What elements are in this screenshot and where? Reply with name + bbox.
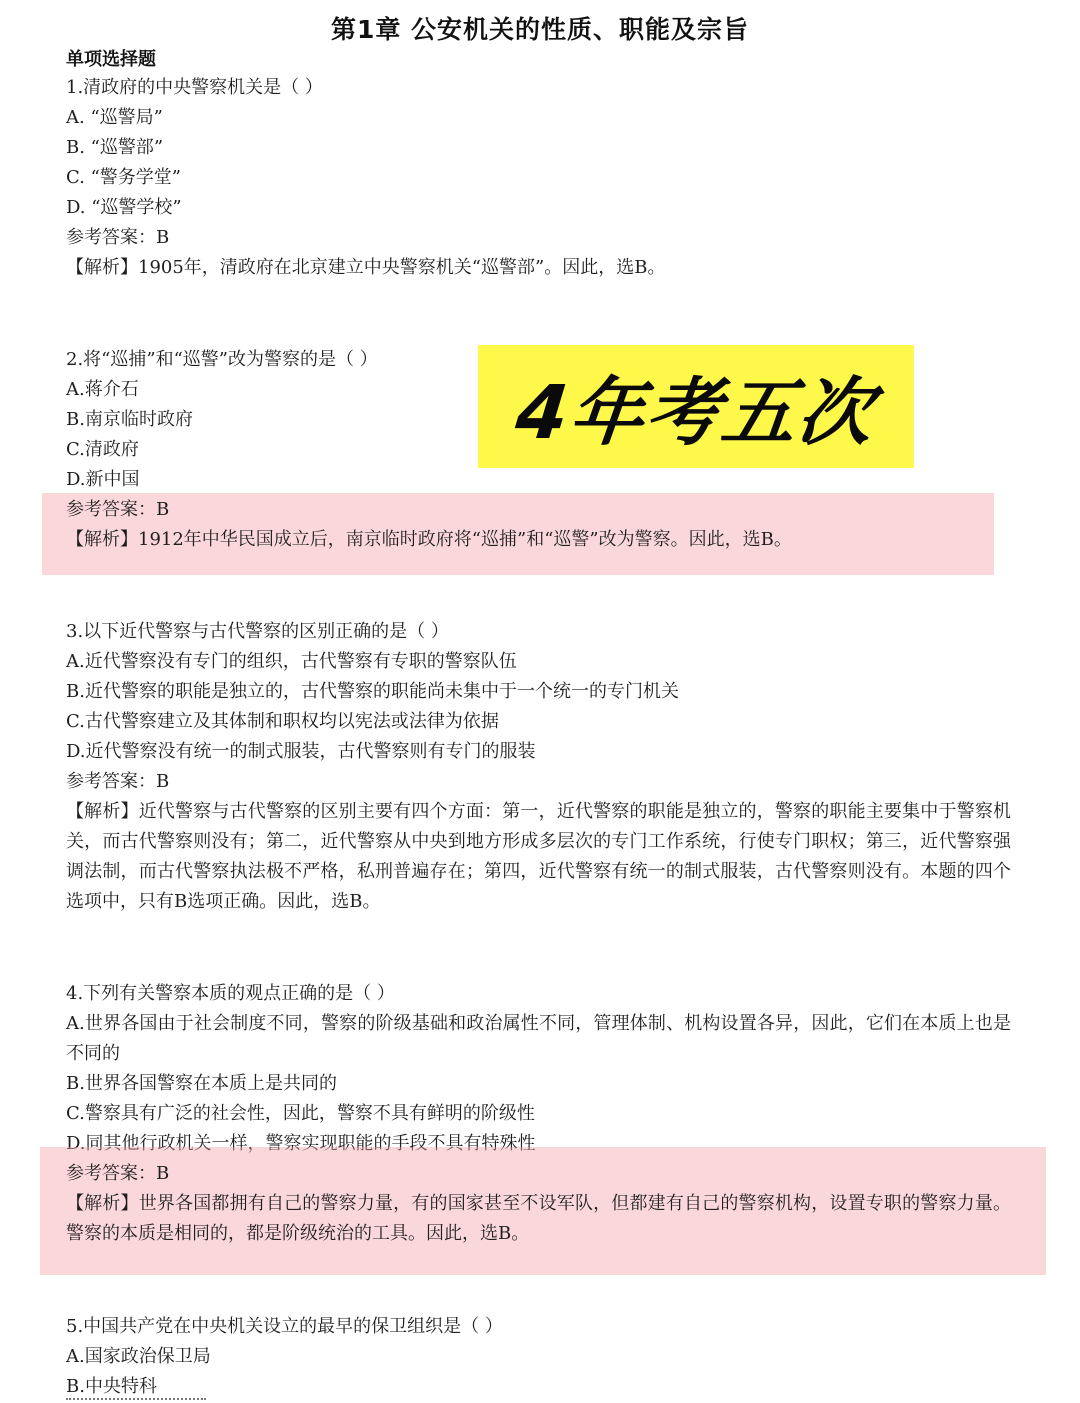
question-2-analysis: 【解析】1912年中华民国成立后，南京临时政府将“巡捕”和“巡警”改为警察。因此，选B。 xyxy=(66,529,792,550)
question-2-option-d: D.新中国 xyxy=(66,469,140,490)
question-2-stem: 2.将“巡捕”和“巡警”改为警察的是（ ） xyxy=(66,349,378,370)
question-3-option-d: D.近代警察没有统一的制式服装，古代警察则有专门的服装 xyxy=(66,741,536,762)
cropped-text-fragment xyxy=(66,1393,486,1403)
section-heading: 单项选择题 xyxy=(66,49,156,70)
question-5-option-a: A.国家政治保卫局 xyxy=(66,1346,211,1367)
question-5-option-b: B.中央特科 xyxy=(66,1376,157,1397)
question-1-answer: 参考答案：B xyxy=(66,227,170,248)
question-4-option-b: B.世界各国警察在本质上是共同的 xyxy=(66,1073,337,1094)
question-3-stem: 3.以下近代警察与古代警察的区别正确的是（ ） xyxy=(66,621,449,642)
question-2-option-a: A.蒋介石 xyxy=(66,379,139,400)
question-3-answer: 参考答案：B xyxy=(66,771,170,792)
question-3-analysis: 【解析】近代警察与古代警察的区别主要有四个方面：第一，近代警察的职能是独立的，警察的职能主要集中于警察机关，而古代警察则没有；第二，近代警察从中央到地方形成多层次的专门工作系统，行使专门职权；第三，近代警察强调法制，而古代警察执法极不严格，私刑普遍存在；第四，近代警察有统一的制式服装，古代警察则没有。本题的四个选项中，只有B选项正确。因此，选B。 xyxy=(66,801,1011,912)
question-4-answer: 参考答案：B xyxy=(66,1163,170,1184)
question-4-option-d: D.同其他行政机关一样，警察实现职能的手段不具有特殊性 xyxy=(66,1133,536,1154)
question-1-stem: 1.清政府的中央警察机关是（ ） xyxy=(66,77,323,98)
page-title: 第1章 公安机关的性质、职能及宗旨 xyxy=(330,15,750,44)
question-1-analysis: 【解析】1905年，清政府在北京建立中央警察机关“巡警部”。因此，选B。 xyxy=(66,257,666,278)
exam-frequency-text: 4年考五次 xyxy=(512,369,879,456)
question-1-option-b: B. “巡警部” xyxy=(66,137,164,158)
question-2-answer: 参考答案：B xyxy=(66,499,170,520)
question-2-option-c: C.清政府 xyxy=(66,439,139,460)
question-5-stem: 5.中国共产党在中央机关设立的最早的保卫组织是（ ） xyxy=(66,1316,503,1337)
question-4-option-a: A.世界各国由于社会制度不同，警察的阶级基础和政治属性不同，管理体制、机构设置各异，因此，它们在本质上也是不同的 xyxy=(66,1013,1011,1064)
question-4-option-c: C.警察具有广泛的社会性，因此，警察不具有鲜明的阶级性 xyxy=(66,1103,535,1124)
exam-frequency-badge xyxy=(478,345,914,468)
question-1-option-a: A. “巡警局” xyxy=(66,107,163,128)
question-1-option-c: C. “警务学堂” xyxy=(66,167,181,188)
question-4-stem: 4.下列有关警察本质的观点正确的是（ ） xyxy=(66,983,395,1004)
question-2-option-b: B.南京临时政府 xyxy=(66,409,193,430)
question-3-option-b: B.近代警察的职能是独立的，古代警察的职能尚未集中于一个统一的专门机关 xyxy=(66,681,679,702)
question-3-option-c: C.古代警察建立及其体制和职权均以宪法或法律为依据 xyxy=(66,711,499,732)
question-3-option-a: A.近代警察没有专门的组织，古代警察有专职的警察队伍 xyxy=(66,651,517,672)
question-1-option-d: D. “巡警学校” xyxy=(66,197,182,218)
question-4-analysis: 【解析】世界各国都拥有自己的警察力量，有的国家甚至不设军队，但都建有自己的警察机构，设置专职的警察力量。警察的本质是相同的，都是阶级统治的工具。因此，选B。 xyxy=(66,1193,1011,1244)
